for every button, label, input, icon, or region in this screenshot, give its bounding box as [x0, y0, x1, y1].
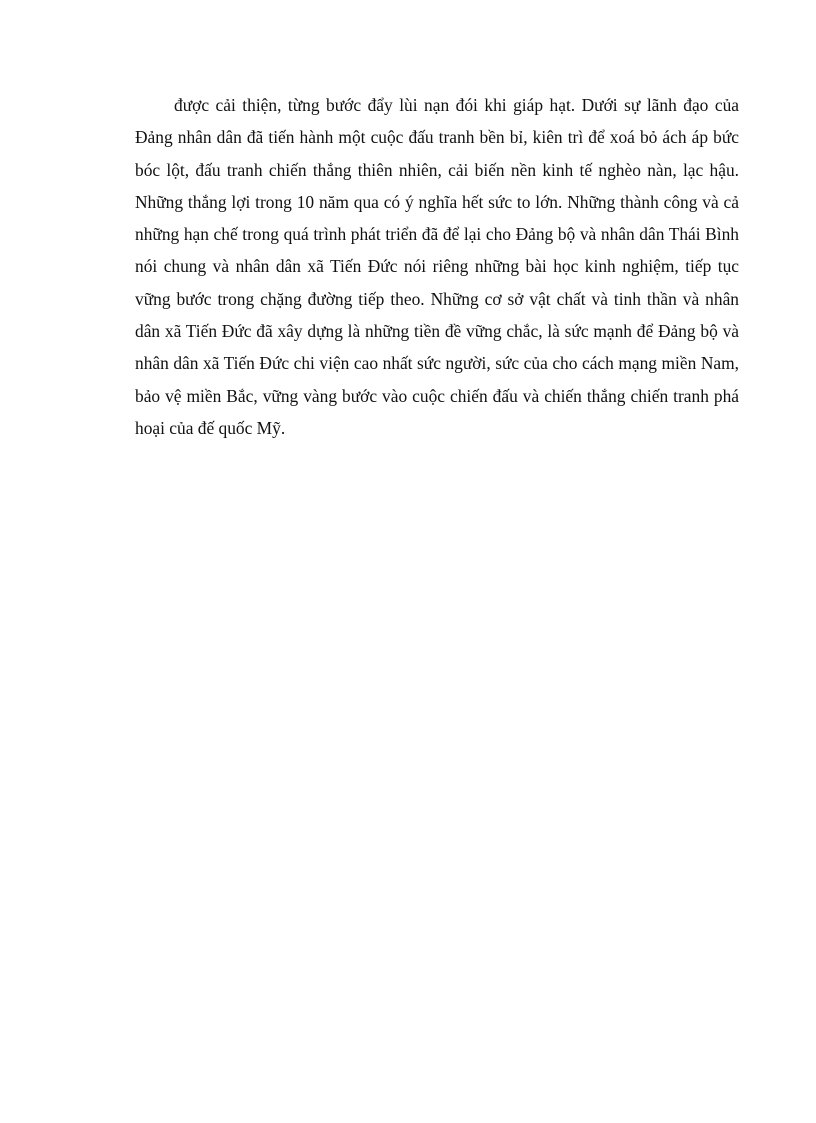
body-paragraph: được cải thiện, từng bước đẩy lùi nạn đói khi giáp hạt. Dưới sự lãnh đạo của Đảng nhân dân đã tiến hành một cuộc đấu tranh bền bỉ, kiên trì để xoá bỏ ách áp bức bóc lột, đấu tranh chiến thắng thiên nhiên, cải biến nền kinh tế nghèo nàn, lạc hậu. Những thắng lợi trong 10 năm qua có ý nghĩa hết sức to lớn. Những thành công và cả những hạn chế trong quá trình phát triển đã để lại cho Đảng bộ và nhân dân Thái Bình nói chung và nhân dân xã Tiến Đức nói riêng những bài học kinh nghiệm, tiếp tục vững bước trong chặng đường tiếp theo. Những cơ sở vật chất và tinh thần và nhân dân xã Tiến Đức đã xây dựng là những tiền đề vững chắc, là sức mạnh để Đảng bộ và nhân dân xã Tiến Đức chi viện cao nhất sức người, sức của cho cách mạng miền Nam, bảo vệ miền Bắc, vững vàng bước vào cuộc chiến đấu và chiến thắng chiến tranh phá hoại của đế quốc Mỹ.	[135, 95, 739, 438]
